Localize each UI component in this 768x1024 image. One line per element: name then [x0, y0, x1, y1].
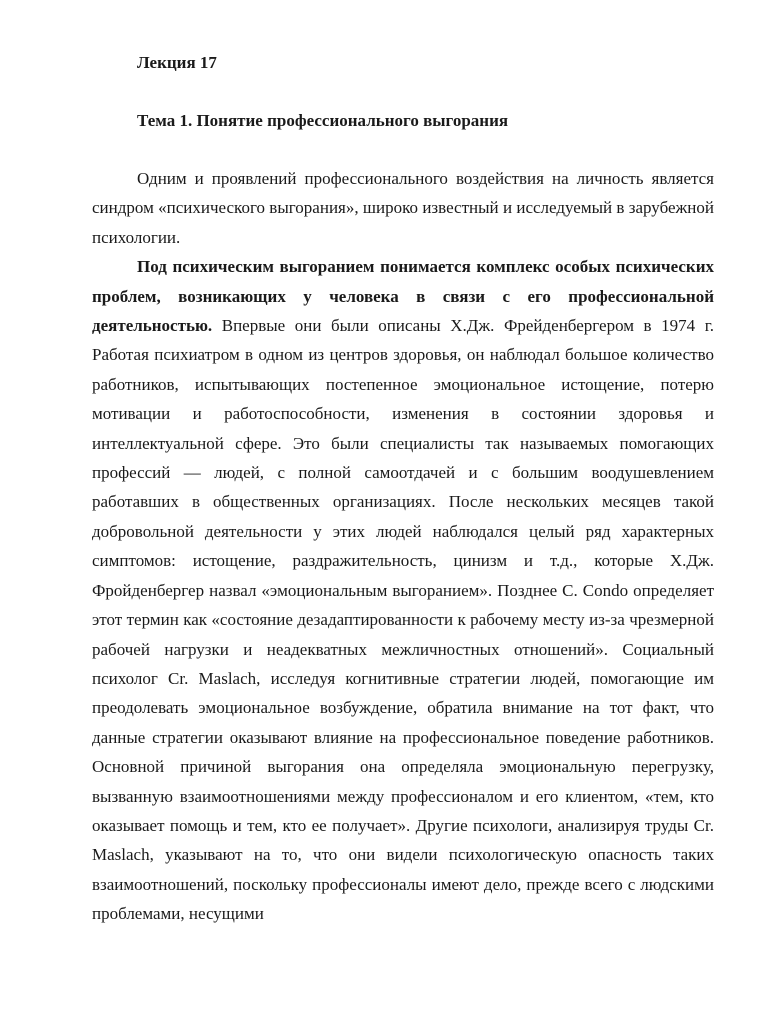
document-page [92, 48, 714, 929]
paragraph-intro: Одним и проявлений профессионального воздействия на личность является синдром «психического выгорания», широко известный и исследуемый в зарубежной психологии. [92, 169, 714, 247]
lecture-label: Лекция 17 [137, 53, 217, 72]
paragraph-definition [92, 252, 714, 928]
definition-bold-text: Под психическим выгоранием понимается комплекс особых психических проблем, возникающих у человека в связи с его профессиональной деятельностью. [92, 257, 714, 336]
definition-body-text: Впервые они были описаны Х.Дж. Фрейденбергером в 1974 г. Работая психиатром в одном из центров здоровья, он наблюдал большое количество работников, испытывающих постепенное эмоциональное истощение, потерю мотивации и работоспособности, изменения в состоянии здоровья и интеллектуальной сфере. Это были специалисты так называемых помогающих профессий — людей, с полной самоотдачей и с большим воодушевлением работавших в общественных организациях. После нескольких месяцев такой добровольной деятельности у этих людей наблюдался целый ряд характерных симптомов: истощение, раздражительность, цинизм и т.д., которые Х.Дж. Фройденбергер назвал «эмоциональным выгоранием». Позднее С. Condo определяет этот термин как «состояние дезадаптированности к рабочему месту из-за чрезмерной рабочей нагрузки и неадекватных межличностных отношений». Социальный психолог Cr. Maslach, исследуя когнитивные стратегии людей, помогающие им преодолевать эмоциональное возбуждение, обратила внимание на тот факт, что данные стратегии оказывают влияние на профессиональное поведение работников. Основной причиной выгорания она определяла эмоциональную перегрузку, вызванную взаимоотношениями между профессионалом и его клиентом, «тем, кто оказывает помощь и тем, кто ее получает». Другие психологи, анализируя труды Cr. Maslach, указывают на то, что они видели психологическую опасность таких взаимоотношений, поскольку профессионалы имеют дело, прежде всего с людскими проблемами, несущими [92, 316, 714, 924]
topic-title: Тема 1. Понятие профессионального выгорания [137, 111, 509, 130]
